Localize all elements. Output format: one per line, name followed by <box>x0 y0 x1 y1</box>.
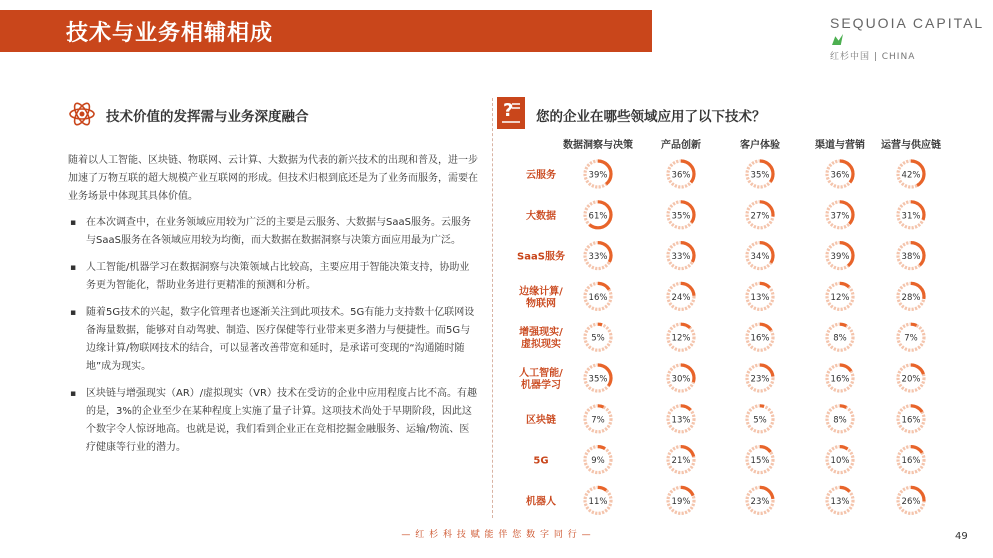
value-label: 37% <box>830 211 850 222</box>
donut <box>827 406 853 432</box>
donut <box>668 447 694 473</box>
donut <box>668 487 694 513</box>
bullet-item: ▪ 随着5G技术的兴起，数字化管理者也逐渐关注到此项技术。5G有能力支持数十亿联网设备海量数据，能够对自动驾驶、制造、医疗保健等行业带来更多潜力与便捷性。而5G与边缘计算/物联网技术的结合，可以显著改善带宽和延时，是承诺可变现的“沟通随时随地”成为现实。 <box>68 304 478 376</box>
value-label: 26% <box>901 496 921 507</box>
column-header: 产品创新 <box>661 140 701 151</box>
donut <box>747 283 773 309</box>
donut <box>898 487 924 513</box>
row-label: 云服务 <box>526 170 556 181</box>
donut <box>668 365 694 391</box>
value-label: 16% <box>901 456 921 467</box>
value-label: 13% <box>830 496 850 507</box>
donut <box>585 283 611 309</box>
donut <box>747 447 773 473</box>
donut <box>668 202 694 228</box>
donut <box>898 324 924 350</box>
left-column <box>68 96 478 466</box>
title-bar <box>0 10 652 52</box>
leaf-icon <box>832 34 843 45</box>
value-label: 33% <box>671 252 691 263</box>
donut <box>898 283 924 309</box>
donut <box>668 161 694 187</box>
donut <box>898 365 924 391</box>
column-header: 数据洞察与决策 <box>563 140 633 151</box>
column-header: 运营与供应链 <box>881 140 941 151</box>
value-label: 19% <box>671 496 691 507</box>
value-label: 16% <box>588 292 608 303</box>
value-label: 5% <box>753 415 767 426</box>
left-section-header <box>68 96 478 136</box>
value-label: 27% <box>750 211 770 222</box>
bullet-list <box>68 214 478 457</box>
donut-matrix-chart <box>496 134 966 524</box>
row-label: 增强现实/ <box>519 327 563 339</box>
donut <box>827 365 853 391</box>
row-label: 机器人 <box>526 496 556 508</box>
donut <box>747 243 773 269</box>
value-label: 16% <box>830 374 850 385</box>
value-label: 38% <box>901 252 921 263</box>
value-label: 39% <box>588 170 608 181</box>
footer-slogan: — 红 杉 科 技 赋 能 伴 您 数 字 同 行 — <box>401 530 592 540</box>
value-label: 35% <box>671 211 691 222</box>
donut <box>898 161 924 187</box>
donut <box>827 283 853 309</box>
value-label: 8% <box>833 415 847 426</box>
row-label: 5G <box>533 455 549 467</box>
intro-paragraph: 随着以人工智能、区块链、物联网、云计算、大数据为代表的新兴技术的出现和普及，进一步加速了万物互联的超大规模产业互联网的形成。但技术归根到底还是为了业务而服务，需要在业务场景中体现其具体价值。 <box>68 155 478 202</box>
donut <box>585 487 611 513</box>
value-label: 8% <box>833 333 847 344</box>
bullet-item: ▪ 在本次调查中，在业务领域应用较为广泛的主要是云服务、大数据与SaaS服务。云服务与SaaS服务在各领域应用较为均衡，而大数据在数据洞察与决策方面应用最为广泛。 <box>68 214 478 250</box>
donut <box>747 406 773 432</box>
chart-heading: 您的企业在哪些领域应用了以下技术？ <box>536 109 766 125</box>
value-label: 36% <box>671 170 691 181</box>
donut <box>747 161 773 187</box>
donut <box>585 324 611 350</box>
donut <box>747 324 773 350</box>
bullet-item: ▪ 人工智能/机器学习在数据洞察与决策领域占比较高，主要应用于智能决策支持，协助业务更为智能化，帮助业务进行更精准的预测和分析。 <box>68 259 478 295</box>
value-label: 10% <box>830 456 850 467</box>
donut <box>898 447 924 473</box>
value-label: 11% <box>588 496 608 507</box>
atom-icon <box>68 100 96 128</box>
row-label: 机器学习 <box>521 380 561 391</box>
donut <box>585 161 611 187</box>
bullet-item: ▪ 区块链与增强现实（AR）/虚拟现实（VR）技术在受访的企业中应用程度占比不高。有趣的是，3%的企业至少在某种程度上实施了量子计算。这项技术尚处于早期阶段，因此这个数字令人惊讶地高。也就是说，我们看到企业正在竞相挖掘金融服务、运输/物流、医疗健康等行业的潜力。 <box>68 385 478 457</box>
donut <box>585 406 611 432</box>
sequoia-logo <box>830 15 990 62</box>
donut <box>827 202 853 228</box>
value-label: 36% <box>830 170 850 181</box>
row-label: 区块链 <box>526 414 556 426</box>
donut <box>668 283 694 309</box>
value-label: 23% <box>750 496 770 507</box>
value-label: 7% <box>904 333 918 344</box>
value-label: 31% <box>901 211 921 222</box>
column-header: 渠道与营销 <box>815 140 865 151</box>
value-label: 21% <box>671 456 691 467</box>
donut <box>747 487 773 513</box>
donut <box>668 324 694 350</box>
donut <box>747 365 773 391</box>
left-heading: 技术价值的发挥需与业务深度融合 <box>106 109 309 125</box>
value-label: 39% <box>830 252 850 263</box>
donut <box>827 161 853 187</box>
value-label: 30% <box>671 374 691 385</box>
row-label: 物联网 <box>526 298 556 310</box>
value-label: 35% <box>588 374 608 385</box>
question-icon <box>496 96 526 130</box>
column-divider <box>492 98 493 518</box>
donut <box>585 202 611 228</box>
value-label: 61% <box>588 211 608 222</box>
value-label: 28% <box>901 292 921 303</box>
row-label: 边缘计算/ <box>519 286 563 298</box>
value-label: 7% <box>591 415 605 426</box>
donut <box>668 243 694 269</box>
donut <box>585 243 611 269</box>
value-label: 5% <box>591 333 605 344</box>
donut <box>827 243 853 269</box>
column-header: 客户体验 <box>740 140 780 151</box>
donut <box>747 202 773 228</box>
value-label: 16% <box>901 415 921 426</box>
svg-text:?: ? <box>503 100 514 121</box>
value-label: 20% <box>901 374 921 385</box>
logo-sub: 红杉中国 | CHINA <box>830 52 916 62</box>
value-label: 12% <box>671 333 691 344</box>
value-label: 33% <box>588 252 608 263</box>
donut <box>898 202 924 228</box>
donut <box>827 447 853 473</box>
donut <box>898 243 924 269</box>
donut <box>827 324 853 350</box>
logo-brand: SEQUOIA CAPITAL <box>830 15 985 31</box>
value-label: 13% <box>750 292 770 303</box>
page-title: 技术与业务相辅相成 <box>66 21 274 46</box>
value-label: 16% <box>750 333 770 344</box>
value-label: 9% <box>591 456 605 467</box>
row-label: 人工智能/ <box>519 368 563 379</box>
value-label: 23% <box>750 374 770 385</box>
value-label: 12% <box>830 292 850 303</box>
donut <box>898 406 924 432</box>
row-label: SaaS服务 <box>517 251 565 263</box>
donut <box>827 487 853 513</box>
donut <box>585 365 611 391</box>
page-number: 49 <box>955 531 968 542</box>
value-label: 42% <box>901 170 921 181</box>
value-label: 34% <box>750 252 770 263</box>
row-label: 虚拟现实 <box>521 339 561 351</box>
donut <box>668 406 694 432</box>
value-label: 24% <box>671 292 691 303</box>
value-label: 15% <box>750 456 770 467</box>
value-label: 35% <box>750 170 770 181</box>
donut <box>585 447 611 473</box>
value-label: 13% <box>671 415 691 426</box>
row-label: 大数据 <box>526 210 556 222</box>
